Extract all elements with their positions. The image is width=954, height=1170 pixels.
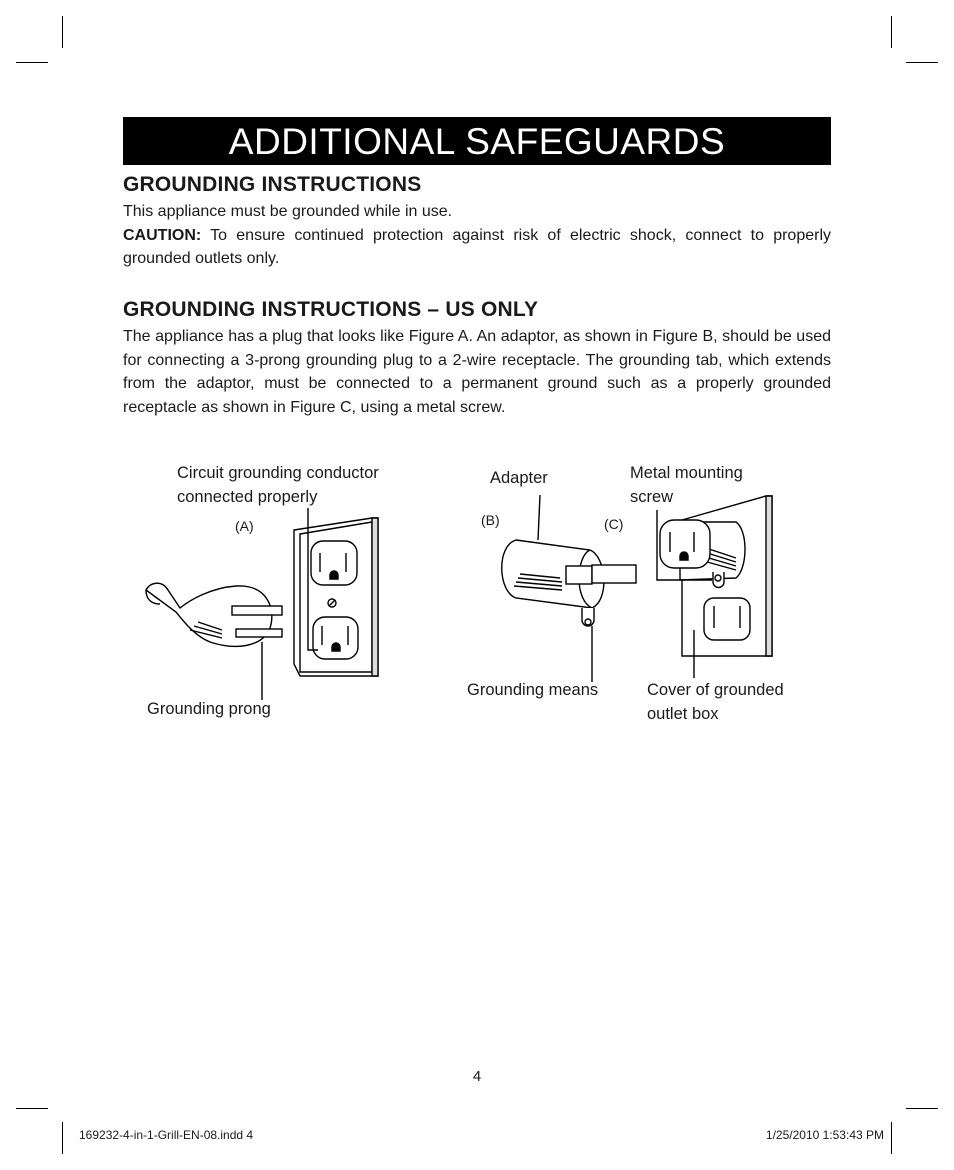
page-title: ADDITIONAL SAFEGUARDS	[123, 117, 831, 165]
footer-file: 169232-4-in-1-Grill-EN-08.indd 4	[79, 1128, 254, 1142]
figure-label-cover-line2: outlet box	[647, 705, 719, 723]
figure-label-cover-line1: Cover of grounded	[647, 681, 784, 699]
figure-label-c: (C)	[604, 516, 624, 532]
figure-label-conductor	[177, 461, 379, 509]
page-number: 4	[472, 1068, 482, 1085]
crop-mark	[62, 1122, 63, 1154]
caution-text: To ensure continued protection against risk of electric shock, connect to properly grounded outlets only.	[123, 226, 831, 267]
wall-plate-c-icon	[660, 496, 772, 678]
figure-label-conductor-line1: Circuit grounding conductor	[177, 464, 379, 482]
figure-label-a: (A)	[235, 518, 254, 534]
figure-label-means: Grounding means	[467, 681, 599, 699]
section-heading-us-only: GROUNDING INSTRUCTIONS – US ONLY	[123, 298, 539, 321]
crop-mark	[891, 1122, 892, 1154]
crop-mark	[906, 1108, 938, 1109]
figure-label-conductor-line2: connected properly	[177, 488, 318, 506]
figure-label-screw-line1: Metal mounting	[630, 464, 743, 482]
figure-label-b: (B)	[481, 512, 500, 528]
footer-timestamp: 1/25/2010 1:53:43 PM	[765, 1128, 884, 1142]
section-heading-grounding: GROUNDING INSTRUCTIONS	[123, 173, 422, 196]
grounding-plug-icon	[146, 583, 282, 700]
figure-label-prong: Grounding prong	[147, 700, 271, 718]
figure-label-cover	[647, 678, 784, 726]
figure-label-adapter: Adapter	[490, 469, 548, 487]
figure-label-screw	[630, 461, 743, 509]
crop-mark	[16, 1108, 48, 1109]
figure-label-screw-line2: screw	[630, 488, 674, 506]
grounding-line: This appliance must be grounded while in use.	[123, 203, 453, 220]
wall-plate-a-icon	[294, 518, 378, 676]
caution-label: CAUTION:	[123, 226, 202, 244]
us-only-paragraph: The appliance has a plug that looks like Figure A. An adaptor, as shown in Figure B, should be used for connecting a 3-prong grounding plug to a 2-wire receptacle. The grounding tab, which extends from the adaptor, must be connected to a permanent ground such as a properly grounded receptacle as shown in Figure C, using a metal screw.	[123, 328, 831, 416]
